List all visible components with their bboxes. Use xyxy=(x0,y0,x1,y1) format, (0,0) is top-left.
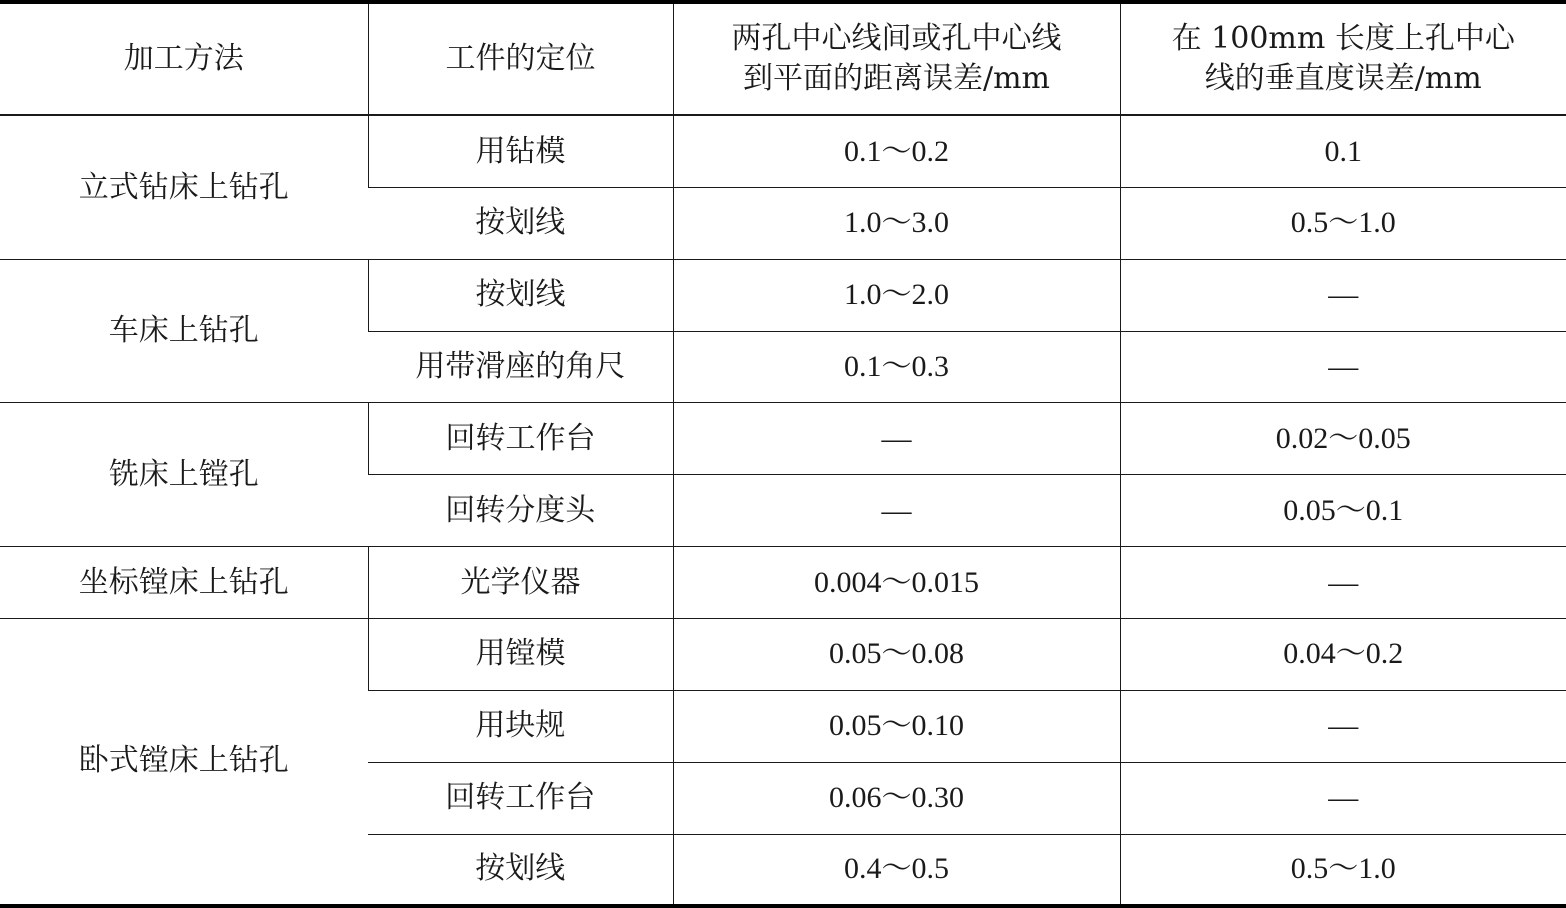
method-cell: 坐标镗床上钻孔 xyxy=(0,547,368,619)
distance-error-cell: — xyxy=(673,475,1120,547)
positioning-cell: 用钻模 xyxy=(368,115,673,187)
perpendicularity-error-cell: 0.1 xyxy=(1120,115,1566,187)
distance-error-cell: 0.004～0.015 xyxy=(673,547,1120,619)
perpendicularity-error-cell: — xyxy=(1120,259,1566,331)
positioning-cell: 用带滑座的角尺 xyxy=(368,331,673,403)
perpendicularity-error-cell: — xyxy=(1120,690,1566,762)
header-positioning: 工件的定位 xyxy=(368,2,673,115)
distance-error-cell: 1.0～2.0 xyxy=(673,259,1120,331)
distance-error-cell: — xyxy=(673,403,1120,475)
distance-error-cell: 0.06～0.30 xyxy=(673,762,1120,834)
positioning-cell: 回转分度头 xyxy=(368,475,673,547)
method-cell: 立式钻床上钻孔 xyxy=(0,115,368,259)
perpendicularity-error-cell: 0.5～1.0 xyxy=(1120,834,1566,906)
distance-error-cell: 0.05～0.10 xyxy=(673,690,1120,762)
perpendicularity-error-cell: — xyxy=(1120,331,1566,403)
positioning-cell: 按划线 xyxy=(475,851,566,887)
perpendicularity-error-cell: 0.05～0.1 xyxy=(1120,475,1566,547)
table-row xyxy=(0,115,1566,187)
perpendicularity-error-cell: 0.5～1.0 xyxy=(1120,187,1566,259)
distance-error-cell: 0.4～0.5 xyxy=(673,834,1120,906)
perpendicularity-error-cell: — xyxy=(1120,547,1566,619)
method-cell: 卧式镗床上钻孔 xyxy=(78,743,289,779)
table-row xyxy=(0,403,1566,475)
perpendicularity-error-cell: 0.04～0.2 xyxy=(1120,618,1566,690)
table-row xyxy=(0,547,1566,619)
method-cell: 铣床上镗孔 xyxy=(0,403,368,547)
positioning-cell: 回转工作台 xyxy=(368,762,673,834)
header-distance-error: 两孔中心线间或孔中心线 到平面的距离误差/mm xyxy=(673,2,1120,115)
positioning-cell: 用块规 xyxy=(368,690,673,762)
table-row xyxy=(0,618,1566,690)
positioning-cell: 用镗模 xyxy=(368,618,673,690)
distance-error-cell: 1.0～3.0 xyxy=(673,187,1120,259)
header-row xyxy=(0,2,1566,115)
positioning-cell: 按划线 xyxy=(368,187,673,259)
positioning-cell: 回转工作台 xyxy=(368,403,673,475)
header-method: 加工方法 xyxy=(0,2,368,115)
table-row xyxy=(0,259,1566,331)
method-cell: 车床上钻孔 xyxy=(0,259,368,403)
positioning-cell: 按划线 xyxy=(368,259,673,331)
perpendicularity-error-cell: 0.02～0.05 xyxy=(1120,403,1566,475)
distance-error-cell: 0.05～0.08 xyxy=(673,618,1120,690)
distance-error-cell: 0.1～0.2 xyxy=(673,115,1120,187)
perpendicularity-error-cell: — xyxy=(1120,762,1566,834)
positioning-cell: 光学仪器 xyxy=(368,547,673,619)
header-perpendicularity-error: 在 100mm 长度上孔中心 线的垂直度误差/mm xyxy=(1120,2,1566,115)
distance-error-cell: 0.1～0.3 xyxy=(673,331,1120,403)
